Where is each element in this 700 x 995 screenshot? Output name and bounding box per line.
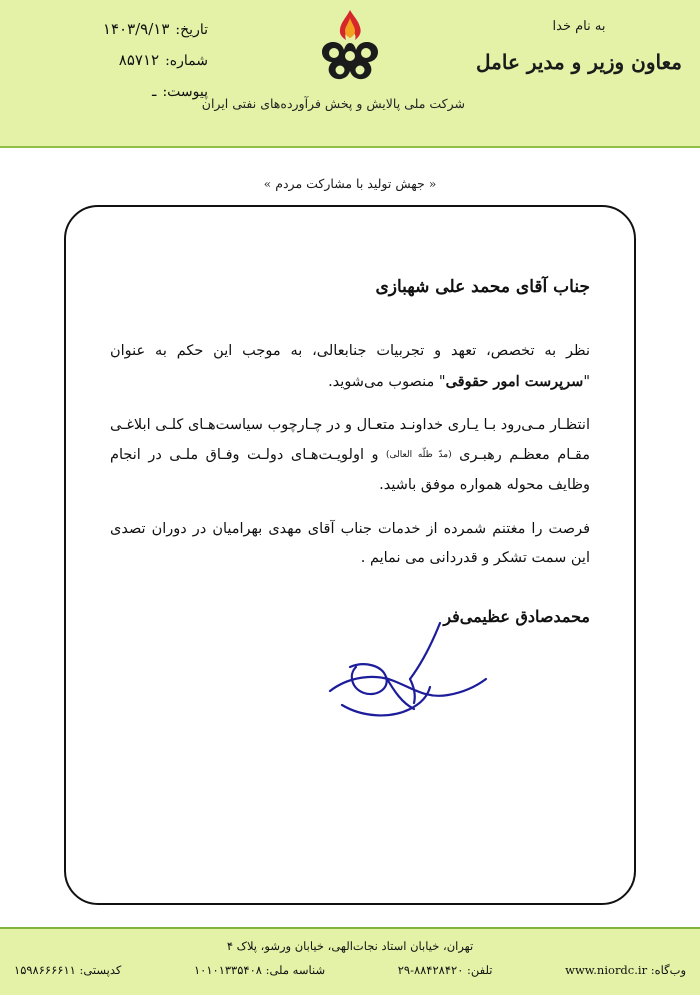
date-label: تاریخ: [175,22,208,38]
paragraph-expectation-a: انتظـار مـی‌رود بـا یـاری خداونـد متعـال و در چـارچوب سیاست‌هـای کلـی ابلاغـی مقـام معظـم رهبـری [110,417,591,464]
paragraph-appointment-pre: نظر به تخصص، تعهد و تجربیات جنابعالی، به موجب این حکم به عنوان " [110,343,590,390]
meta-row-date [18,20,208,38]
paragraph-expectation [110,411,590,500]
signer-name: محمدصادق عظیمی‌فر [443,607,590,626]
letterhead-footer [0,927,700,995]
footer-postal-code [14,963,121,977]
number-label: شماره: [165,53,208,69]
paragraph-appointment-post: " منصوب می‌شوید. [328,373,446,390]
document-meta-block [18,20,208,113]
company-name: شرکت ملی پالایش و پخش فرآورده‌های نفتی ایران [201,96,465,111]
footer-phone-label: تلفن: [467,963,493,977]
attachment-value: ـ [152,82,157,100]
date-value: ۱۴۰۳/۹/۱۳ [102,20,170,38]
footer-national-id [194,963,325,977]
header-right-block [474,18,684,74]
footer-address [0,939,700,953]
footer-website-value[interactable]: www.niordc.ir [565,963,648,977]
paragraph-appointment [110,337,590,397]
footer-national-id-label: شناسه ملی: [265,963,326,977]
paragraph-thanks: فرصت را مغتنم شمرده از خدمات جناب آقای مهدی بهرامیان در دوران تصدی این سمت تشکر و قدردانی می نمایم . [110,520,590,567]
letter-body-card [64,205,636,905]
footer-postal-value: ۱۵۹۸۶۶۶۶۱۱ [14,963,76,977]
leader-honorific-note: (مدّ ظلّه العالی) [386,449,452,460]
letterhead-header [0,0,700,148]
year-slogan: « جهش تولید با مشارکت مردم » [263,176,437,191]
attachment-label: پیوست: [162,84,208,100]
footer-address-text: تهران، خیابان استاد نجات‌الهی، خیابان ورشو، پلاک ۴ [226,939,474,953]
meta-row-attachment [18,82,208,100]
salutation: جناب آقای محمد علی شهبازی [375,277,590,297]
niordc-flame-logo-icon [300,8,400,94]
deputy-minister-title: معاون وزیر و مدیر عامل [476,50,682,75]
footer-phone-value: ۸۸۴۲۸۴۲۰-۲۹ [397,963,464,977]
organization-logo-block [201,8,465,111]
footer-postal-label: کدپستی: [79,963,122,977]
bismillah-text: به نام خدا [552,19,606,34]
footer-website[interactable] [565,963,686,977]
meta-row-number [18,51,208,69]
appointed-position: سرپرست امور حقوقی [445,372,584,390]
footer-national-id-value: ۱۰۱۰۱۳۳۵۴۰۸ [193,963,262,977]
letter-body-inner [66,207,634,574]
number-value: ۸۵۷۱۲ [118,51,160,69]
footer-contact-row [0,963,700,977]
handwritten-signature-icon [290,621,520,751]
paragraph-expectation-b: و اولویـت‌هـای دولـت وفـاق ملـی در انجام وظایف محوله همواره موفق باشید. [110,447,590,493]
footer-phone [398,963,493,977]
footer-website-label: وب‌گاه: [650,963,686,977]
signature-block [290,607,590,626]
